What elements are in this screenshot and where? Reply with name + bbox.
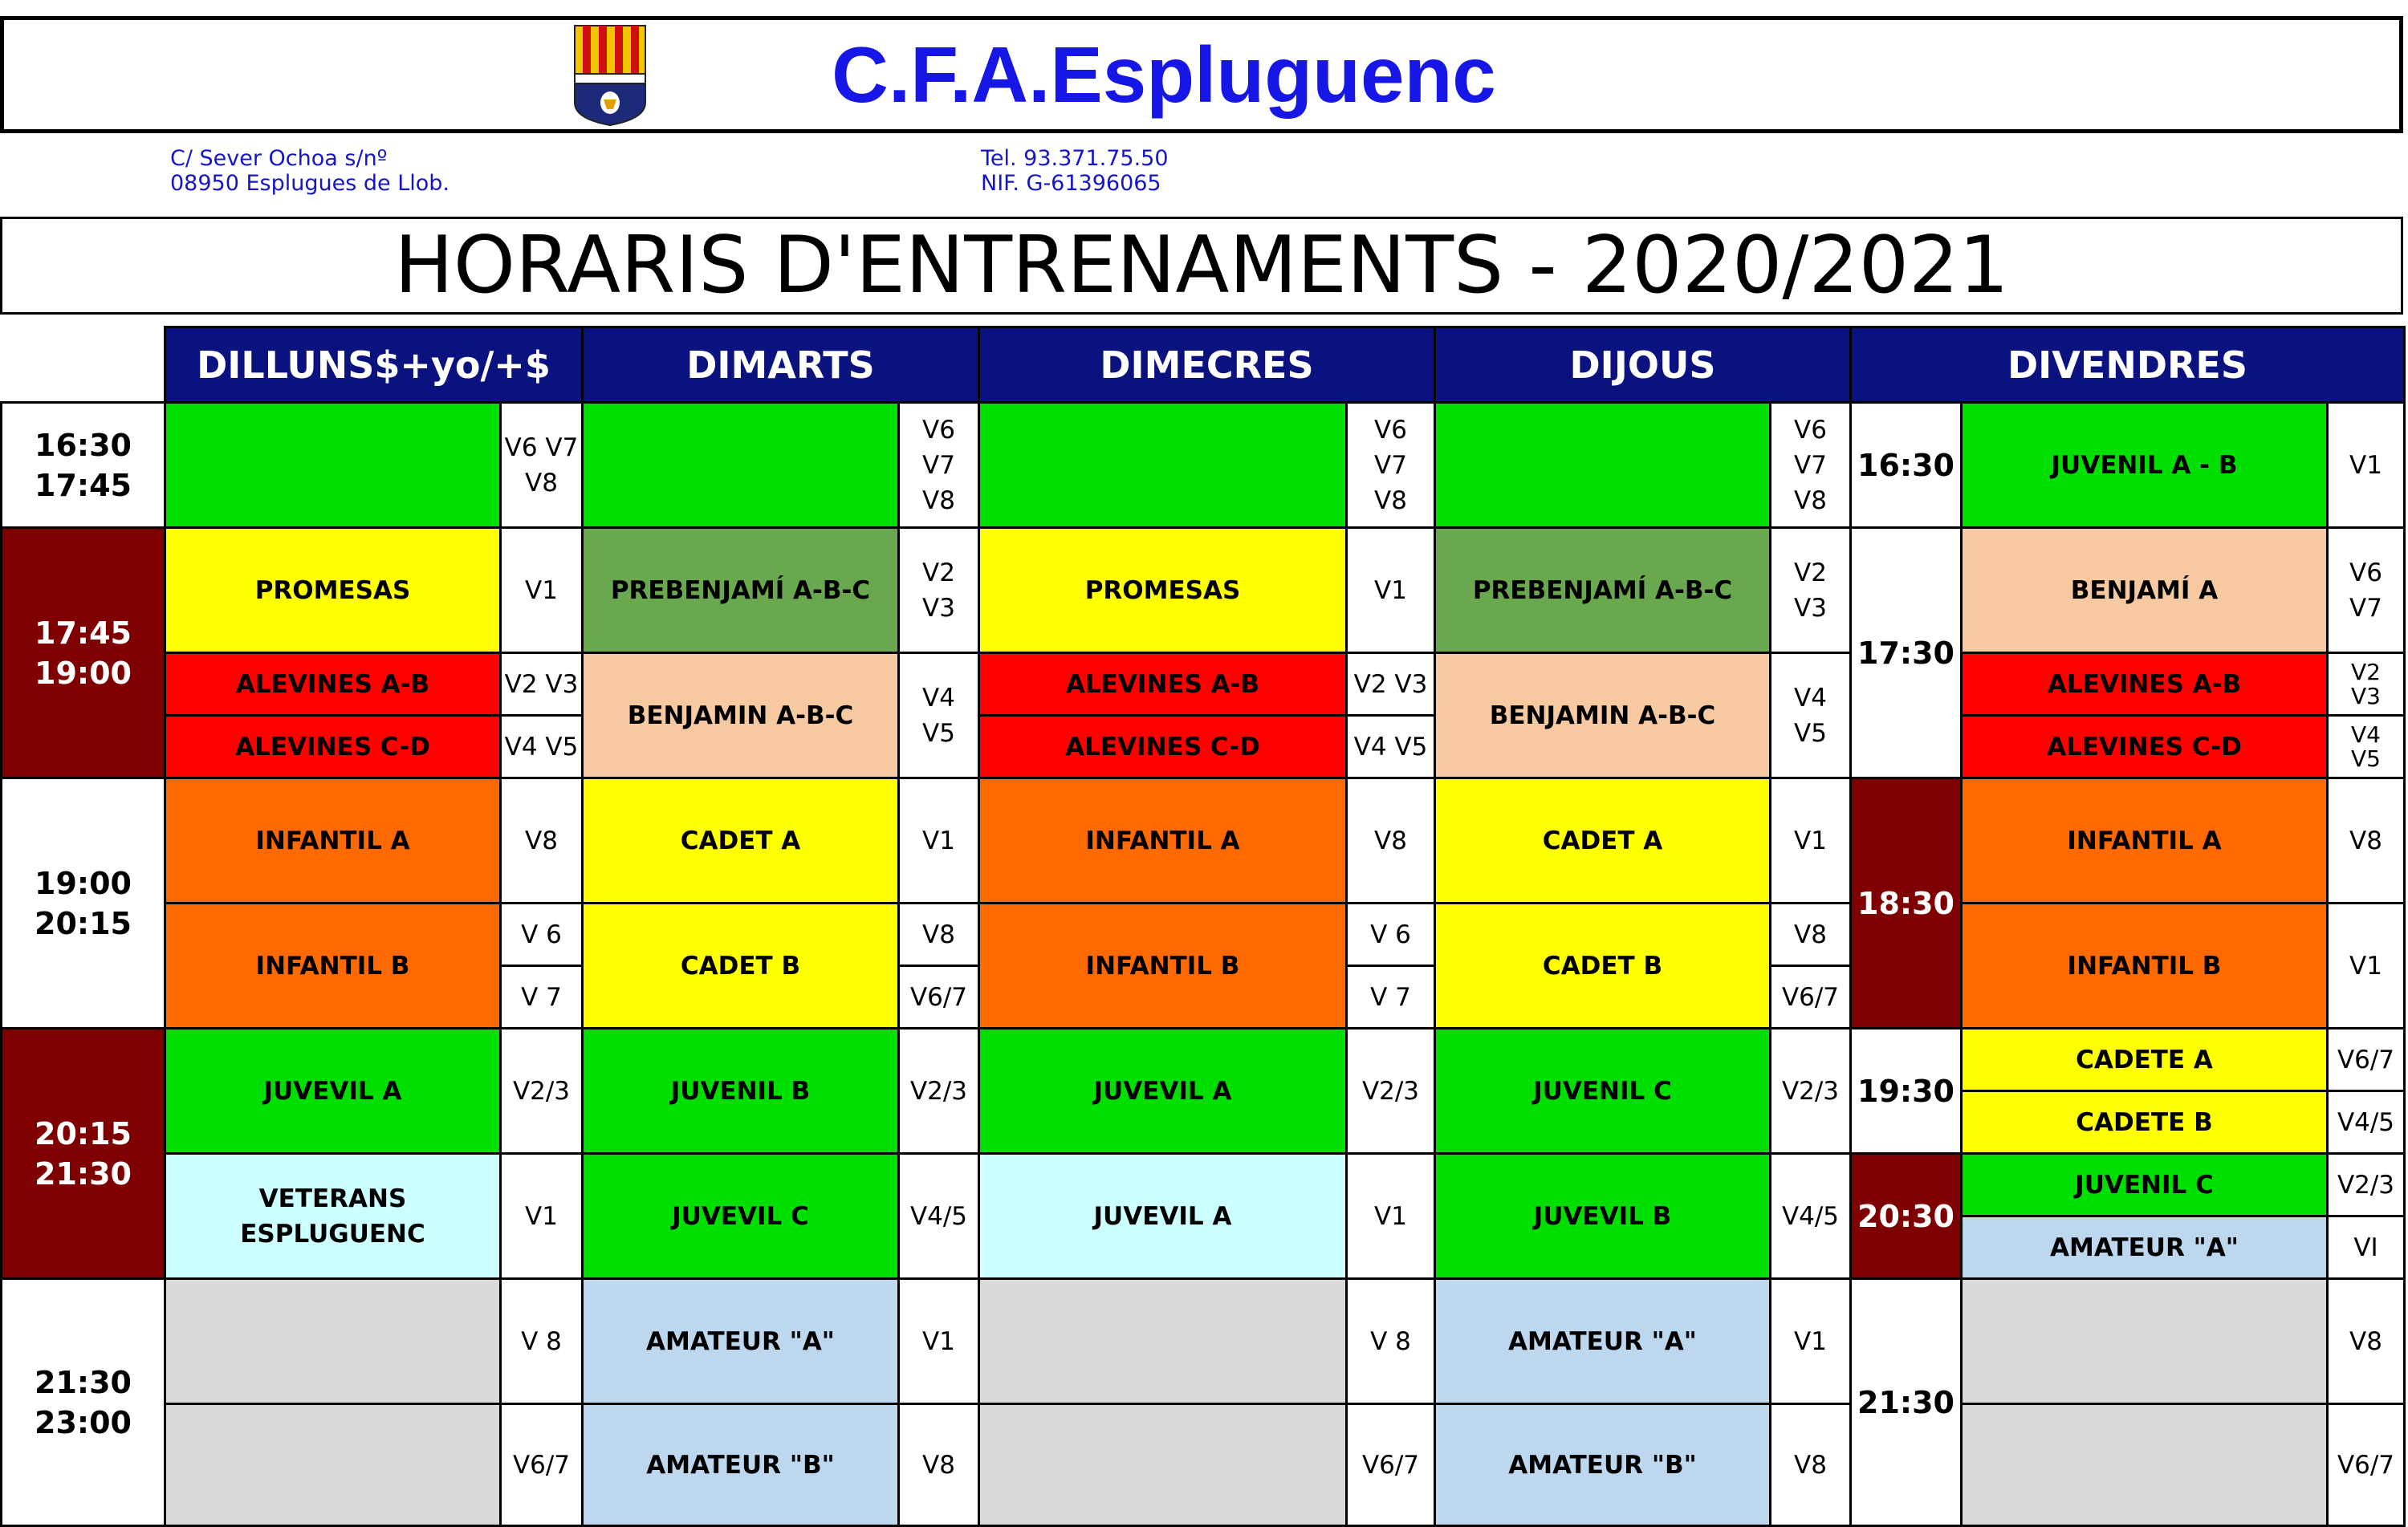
dimarts-team-0 — [581, 401, 900, 529]
dilluns-field-5: V 6 — [499, 902, 584, 967]
schedule-title: HORARIS D'ENTRENAMENTS - 2020/2021 — [0, 217, 2403, 315]
dijous-field-2: V4 V5 — [1769, 652, 1852, 779]
dilluns-field-2: V2 V3 — [499, 652, 584, 717]
divendres-field-11: V6/7 — [2326, 1403, 2406, 1527]
dijous-field-4-b: V6/7 — [1769, 965, 1852, 1030]
dimarts-team-7: AMATEUR "A" — [581, 1277, 900, 1405]
dijous-field-6: V4/5 — [1769, 1152, 1852, 1280]
dimecres-field-7: V1 — [1345, 1152, 1436, 1280]
dilluns-field-8: V 8 — [499, 1277, 584, 1405]
dimarts-team-2: BENJAMIN A-B-C — [581, 652, 900, 779]
dilluns-team-8 — [164, 1277, 502, 1405]
divendres-field-9: VI — [2326, 1215, 2406, 1280]
dilluns-team-1: PROMESAS — [164, 526, 502, 654]
dimarts-team-8: AMATEUR "B" — [581, 1403, 900, 1527]
dimarts-field-4-b: V6/7 — [897, 965, 980, 1030]
dilluns-field-6: V2/3 — [499, 1027, 584, 1155]
friday-time-1: 17:30 — [1849, 526, 1963, 779]
divendres-field-5: V1 — [2326, 902, 2406, 1030]
dimecres-field-5: V 6 — [1345, 902, 1436, 967]
dilluns-team-0 — [164, 401, 502, 529]
divendres-team-6: CADETE A — [1960, 1027, 2329, 1092]
dijous-team-1: PREBENJAMÍ A-B-C — [1434, 526, 1771, 654]
phone-number: Tel. 93.371.75.50 — [981, 146, 1169, 171]
dilluns-field-9: V6/7 — [499, 1403, 584, 1527]
dimecres-team-6: JUVEVIL A — [978, 1027, 1348, 1155]
divendres-team-3: ALEVINES C-D — [1960, 714, 2329, 779]
dimarts-field-0: V6 V7 V8 — [897, 401, 980, 529]
dimecres-team-2: ALEVINES A-B — [978, 652, 1348, 717]
dimarts-team-3: CADET A — [581, 777, 900, 904]
dijous-team-3: CADET A — [1434, 777, 1771, 904]
dimecres-team-5: INFANTIL B — [978, 902, 1348, 1030]
dilluns-field-7: V1 — [499, 1152, 584, 1280]
divendres-team-5: INFANTIL B — [1960, 902, 2329, 1030]
dimecres-field-6: V2/3 — [1345, 1027, 1436, 1155]
dimarts-field-7: V1 — [897, 1277, 980, 1405]
divendres-field-4: V8 — [2326, 777, 2406, 904]
dimarts-field-4: V8 — [897, 902, 980, 967]
dimecres-team-0 — [978, 401, 1348, 529]
friday-time-0: 16:30 — [1849, 401, 1963, 529]
dijous-team-7: AMATEUR "A" — [1434, 1277, 1771, 1405]
dijous-team-2: BENJAMIN A-B-C — [1434, 652, 1771, 779]
dijous-team-0 — [1434, 401, 1771, 529]
dimecres-field-9: V6/7 — [1345, 1403, 1436, 1527]
time-slot-4: 21:30 23:00 — [0, 1277, 166, 1527]
dilluns-field-1: V1 — [499, 526, 584, 654]
dilluns-team-9 — [164, 1403, 502, 1527]
dijous-field-7: V1 — [1769, 1277, 1852, 1405]
dilluns-team-7: VETERANS ESPLUGUENC — [164, 1152, 502, 1280]
divendres-field-10: V8 — [2326, 1277, 2406, 1405]
divendres-field-0: V1 — [2326, 401, 2406, 529]
day-header-2: DIMECRES — [978, 326, 1436, 404]
dimecres-team-7: JUVEVIL A — [978, 1152, 1348, 1280]
dimecres-field-2: V2 V3 — [1345, 652, 1436, 717]
dimecres-field-4: V8 — [1345, 777, 1436, 904]
friday-time-5: 21:30 — [1849, 1277, 1963, 1527]
divendres-field-6: V6/7 — [2326, 1027, 2406, 1092]
divendres-field-8: V2/3 — [2326, 1152, 2406, 1217]
divendres-team-10 — [1960, 1277, 2329, 1405]
divendres-team-1: BENJAMÍ A — [1960, 526, 2329, 654]
divendres-field-1: V6 V7 — [2326, 526, 2406, 654]
day-header-4: DIVENDRES — [1849, 326, 2406, 404]
dijous-field-3: V1 — [1769, 777, 1852, 904]
divendres-team-4: INFANTIL A — [1960, 777, 2329, 904]
dijous-field-5: V2/3 — [1769, 1027, 1852, 1155]
time-slot-1: 17:45 19:00 — [0, 526, 166, 779]
time-slot-0: 16:30 17:45 — [0, 401, 166, 529]
dimarts-field-8: V8 — [897, 1403, 980, 1527]
dimarts-team-1: PREBENJAMÍ A-B-C — [581, 526, 900, 654]
dimecres-field-1: V1 — [1345, 526, 1436, 654]
dilluns-field-4: V8 — [499, 777, 584, 904]
time-slot-3: 20:15 21:30 — [0, 1027, 166, 1280]
dijous-field-8: V8 — [1769, 1403, 1852, 1527]
dimarts-team-4: CADET B — [581, 902, 900, 1030]
divendres-field-3: V4 V5 — [2326, 714, 2406, 779]
dijous-field-4: V8 — [1769, 902, 1852, 967]
dimecres-field-0: V6 V7 V8 — [1345, 401, 1436, 529]
dimecres-field-5-b: V 7 — [1345, 965, 1436, 1030]
day-header-0: DILLUNS$+yo/+$ — [164, 326, 584, 404]
dimecres-field-3: V4 V5 — [1345, 714, 1436, 779]
dilluns-field-3: V4 V5 — [499, 714, 584, 779]
dijous-team-5: JUVENIL C — [1434, 1027, 1771, 1155]
dimecres-team-1: PROMESAS — [978, 526, 1348, 654]
club-name: C.F.A.Espluguenc — [832, 30, 1496, 119]
dijous-field-0: V6 V7 V8 — [1769, 401, 1852, 529]
dimecres-team-8 — [978, 1277, 1348, 1405]
dimecres-team-4: INFANTIL A — [978, 777, 1348, 904]
dimecres-team-3: ALEVINES C-D — [978, 714, 1348, 779]
dilluns-team-4: INFANTIL A — [164, 777, 502, 904]
nif-number: NIF. G-61396065 — [981, 171, 1161, 196]
friday-time-4: 20:30 — [1849, 1152, 1963, 1280]
divendres-team-9: AMATEUR "A" — [1960, 1215, 2329, 1280]
dilluns-team-5: INFANTIL B — [164, 902, 502, 1030]
dimarts-field-1: V2 V3 — [897, 526, 980, 654]
dimecres-team-9 — [978, 1403, 1348, 1527]
divendres-team-8: JUVENIL C — [1960, 1152, 2329, 1217]
divendres-team-7: CADETE B — [1960, 1090, 2329, 1155]
dijous-team-4: CADET B — [1434, 902, 1771, 1030]
address-line-2: 08950 Esplugues de Llob. — [170, 171, 449, 196]
dijous-team-6: JUVEVIL B — [1434, 1152, 1771, 1280]
day-header-3: DIJOUS — [1434, 326, 1852, 404]
friday-time-2: 18:30 — [1849, 777, 1963, 1030]
time-slot-2: 19:00 20:15 — [0, 777, 166, 1030]
dilluns-field-5-b: V 7 — [499, 965, 584, 1030]
dimarts-field-2: V4 V5 — [897, 652, 980, 779]
address-line-1: C/ Sever Ochoa s/nº — [170, 146, 388, 171]
dilluns-team-2: ALEVINES A-B — [164, 652, 502, 717]
divendres-field-2: V2 V3 — [2326, 652, 2406, 717]
day-header-1: DIMARTS — [581, 326, 980, 404]
dimarts-field-5: V2/3 — [897, 1027, 980, 1155]
dilluns-team-6: JUVEVIL A — [164, 1027, 502, 1155]
dimecres-field-8: V 8 — [1345, 1277, 1436, 1405]
dimarts-team-5: JUVENIL B — [581, 1027, 900, 1155]
dijous-field-1: V2 V3 — [1769, 526, 1852, 654]
divendres-field-7: V4/5 — [2326, 1090, 2406, 1155]
divendres-team-2: ALEVINES A-B — [1960, 652, 2329, 717]
dimarts-team-6: JUVEVIL C — [581, 1152, 900, 1280]
dimarts-field-3: V1 — [897, 777, 980, 904]
divendres-team-11 — [1960, 1403, 2329, 1527]
dilluns-field-0: V6 V7 V8 — [499, 401, 584, 529]
dimarts-field-6: V4/5 — [897, 1152, 980, 1280]
dilluns-team-3: ALEVINES C-D — [164, 714, 502, 779]
divendres-team-0: JUVENIL A - B — [1960, 401, 2329, 529]
friday-time-3: 19:30 — [1849, 1027, 1963, 1155]
dijous-team-8: AMATEUR "B" — [1434, 1403, 1771, 1527]
